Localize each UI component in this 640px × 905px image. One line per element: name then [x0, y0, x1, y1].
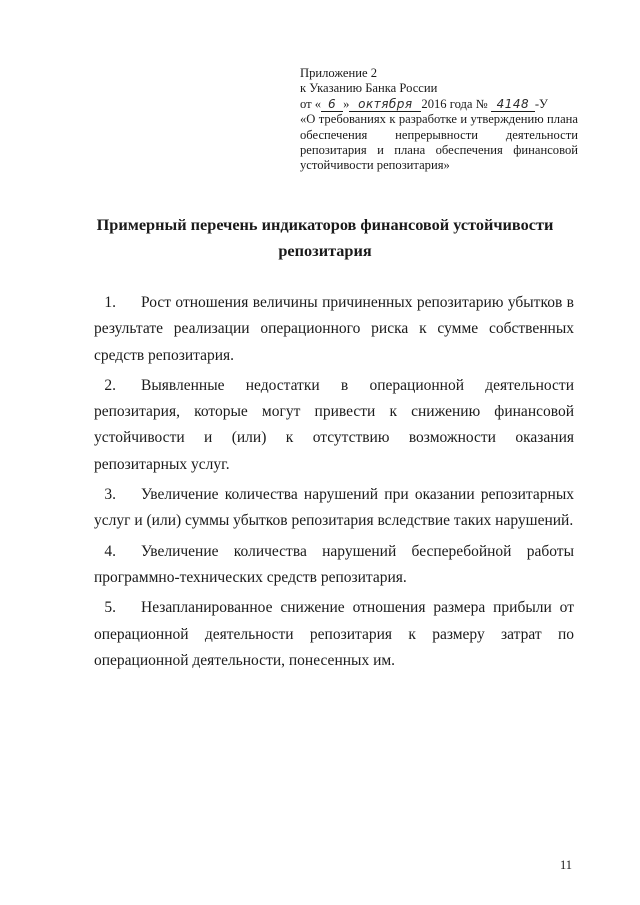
appendix-reference: к Указанию Банка России — [300, 81, 438, 96]
list-item — [94, 373, 574, 478]
document-number-handwritten: 4148 — [491, 98, 535, 112]
page-title — [90, 212, 560, 264]
title-line-1: Примерный перечень индикаторов финансовой устойчивости — [96, 215, 554, 234]
appendix-label: Приложение 2 — [300, 66, 378, 80]
list-item-text: Незапланированное снижение отношения размера прибыли от операционной деятельности репозитария к размеру затрат по операционной деятельности, понесенных им. — [94, 599, 574, 669]
appendix-date-line — [300, 97, 578, 112]
list-item-text: Увеличение количества нарушений бесперебойной работы программно-технических средств репозитария. — [94, 542, 574, 586]
list-item-number: 4. — [104, 542, 116, 560]
list-item-number: 2. — [104, 376, 116, 394]
document-number-suffix: -У — [534, 96, 548, 111]
date-day-handwritten: 6 — [321, 98, 343, 112]
date-month-handwritten: октября — [349, 98, 421, 112]
list-item-number: 1. — [104, 294, 116, 311]
title-line-2: репозитария — [278, 241, 372, 260]
date-mid: » — [343, 96, 350, 111]
appendix-document-title: «О требованиях к разработке и утверждению плана обеспечения непрерывности деятельности репозитария и плана обеспечения финансовой устойчивости репозитария» — [300, 112, 578, 173]
date-prefix: от « — [300, 96, 322, 111]
appendix-header — [300, 66, 578, 174]
list-item-number: 5. — [104, 599, 116, 617]
list-item — [94, 290, 574, 369]
list-item-text: Увеличение количества нарушений при оказании репозитарных услуг и (или) суммы убытков репозитария вследствие таких нарушений. — [94, 486, 574, 530]
list-item — [94, 539, 574, 592]
list-item-text: Выявленные недостатки в операционной деятельности репозитария, которые могут привести к снижению финансовой устойчивости и (или) к отсутствию возможности оказания репозитарных услуг. — [94, 376, 574, 473]
list-item — [94, 595, 574, 674]
list-item-number: 3. — [104, 486, 116, 504]
indicator-list — [94, 290, 574, 678]
list-item-text: Рост отношения величины причиненных репозитарию убытков в результате реализации операционного риска к сумме собственных средств репозитария. — [94, 294, 574, 364]
date-year: 2016 года № — [421, 96, 488, 111]
page-number: 11 — [560, 858, 573, 872]
list-item — [94, 482, 574, 535]
